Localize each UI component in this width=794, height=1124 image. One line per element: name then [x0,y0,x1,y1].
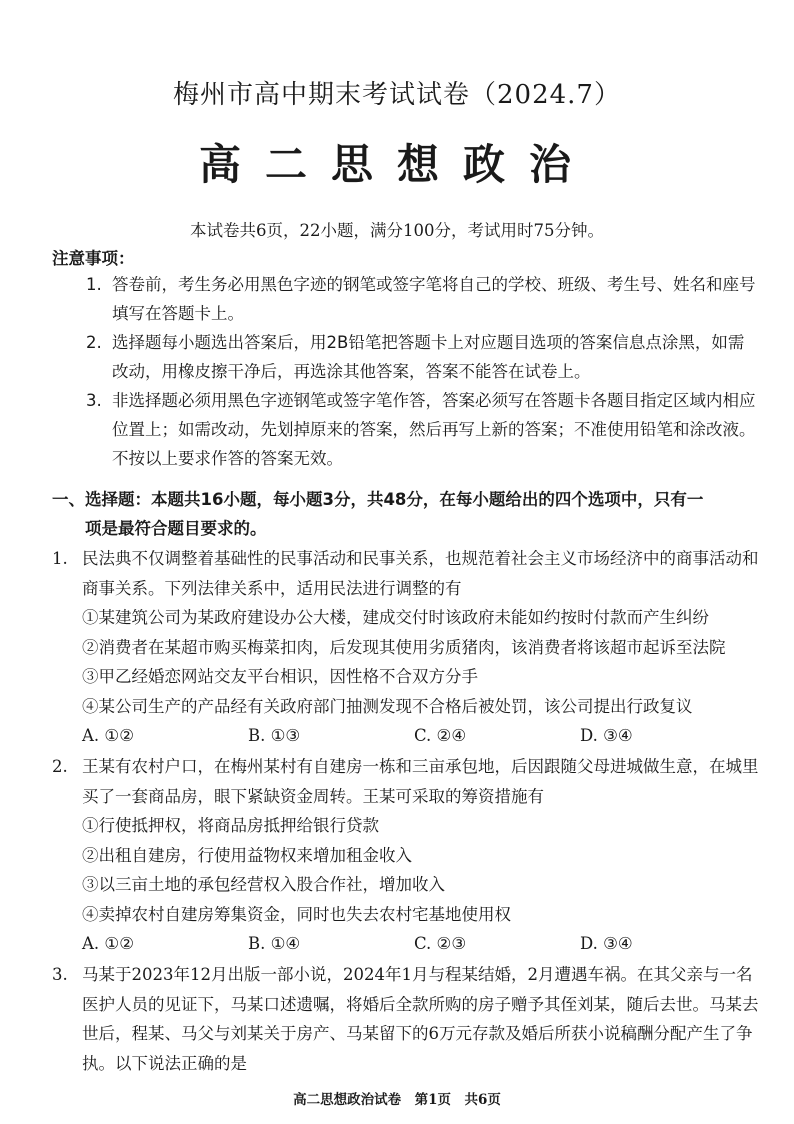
notice-item-number: 3. [86,391,102,410]
question-2 [52,752,764,959]
statement: ③以三亩土地的承包经营权入股合作社，增加收入 [82,875,445,894]
notice-list [86,270,758,473]
notice-item [86,328,758,386]
notice-item-number: 1. [86,275,102,294]
question-stem [52,544,764,603]
statement: ②出租自建房，行使用益物权来增加租金收入 [82,845,412,865]
option-d: D. ③④ [580,726,633,745]
notice-heading: 注意事项： [52,249,135,268]
notice-item-text: 答卷前，考生务必用黑色字迹的钢笔或签字笔将自己的学校、班级、考生号、姓名和座号填写在答题卡上。 [112,275,756,323]
question-text: 马某于2023年12月出版一部小说，2024年1月与程某结婚，2月遭遇车祸。在其父亲与一名医护人员的见证下，马某口述遗嘱，将婚后全款所购的房子赠予其侄刘某，随后去世。马某去世后，程某、马父与刘某关于房产、马某留下的6万元存款及婚后所获小说稿酬分配产生了争执。以下说法正确的是 [82,965,759,1073]
notice-item [86,386,758,473]
statement: ④某公司生产的产品经有关政府部门抽测发现不合格后被处罚，该公司提出行政复议 [82,696,693,716]
question-number: 1. [52,549,68,568]
option-b: B. ①③ [248,726,301,745]
notice-item [86,270,758,328]
question-number: 2. [52,757,68,776]
page-footer: 高二思想政治试卷 第1页 共6页 [293,1092,501,1108]
section-heading-line: 项是最符合题目要求的。 [85,519,267,538]
subject-title: 高二思想政治 [198,140,595,189]
question-number: 3. [52,965,68,984]
option-a: A. ①② [82,934,134,953]
question-stem [52,960,764,1078]
option-d: D. ③④ [580,934,633,953]
exam-title: 梅州市高中期末考试试卷（2024.7） [173,80,621,110]
statement: ③甲乙经婚恋网站交友平台相识，因性格不合双方分手 [82,667,478,686]
answer-options [52,929,764,959]
exam-intro: 本试卷共6页，22小题，满分100分，考试用时75分钟。 [190,221,604,240]
question-3 [52,960,764,1078]
question-1 [52,544,764,751]
notice-item-number: 2. [86,333,102,352]
option-c: C. ②④ [414,726,467,745]
option-c: C. ②③ [414,934,467,953]
question-stem [52,752,764,811]
statement: ①行使抵押权，将商品房抵押给银行贷款 [82,816,379,835]
notice-item-text: 选择题每小题选出答案后，用2B铅笔把答题卡上对应题目选项的答案信息点涂黑，如需改动，用橡皮擦干净后，再选涂其他答案，答案不能答在试卷上。 [112,333,745,381]
question-text: 王某有农村户口，在梅州某村有自建房一栋和三亩承包地，后因跟随父母进城做生意，在城里买了一套商品房，眼下紧缺资金周转。王某可采取的筹资措施有 [82,757,759,806]
option-b: B. ①④ [248,934,301,953]
answer-options [52,721,764,751]
section-heading [52,485,764,543]
question-text: 民法典不仅调整着基础性的民事活动和民事关系，也规范着社会主义市场经济中的商事活动和商事关系。下列法律关系中，适用民法进行调整的有 [82,549,759,598]
statement: ④卖掉农村自建房筹集资金，同时也失去农村宅基地使用权 [82,904,511,924]
statement: ①某建筑公司为某政府建设办公大楼，建成交付时该政府未能如约按时付款而产生纠纷 [82,608,709,627]
section-heading-line: 一、选择题：本题共16小题，每小题3分，共48分，在每小题给出的四个选项中，只有一 [52,490,704,509]
option-a: A. ①② [82,726,134,745]
statement: ②消费者在某超市购买梅菜扣肉，后发现其使用劣质猪肉，该消费者将该超市起诉至法院 [82,637,726,657]
notice-item-text: 非选择题必须用黑色字迹钢笔或签字笔作答，答案必须写在答题卡各题目指定区域内相应位置上；如需改动，先划掉原来的答案，然后再写上新的答案；不准使用铅笔和涂改液。不按以上要求作答的答案无效。 [112,391,756,468]
